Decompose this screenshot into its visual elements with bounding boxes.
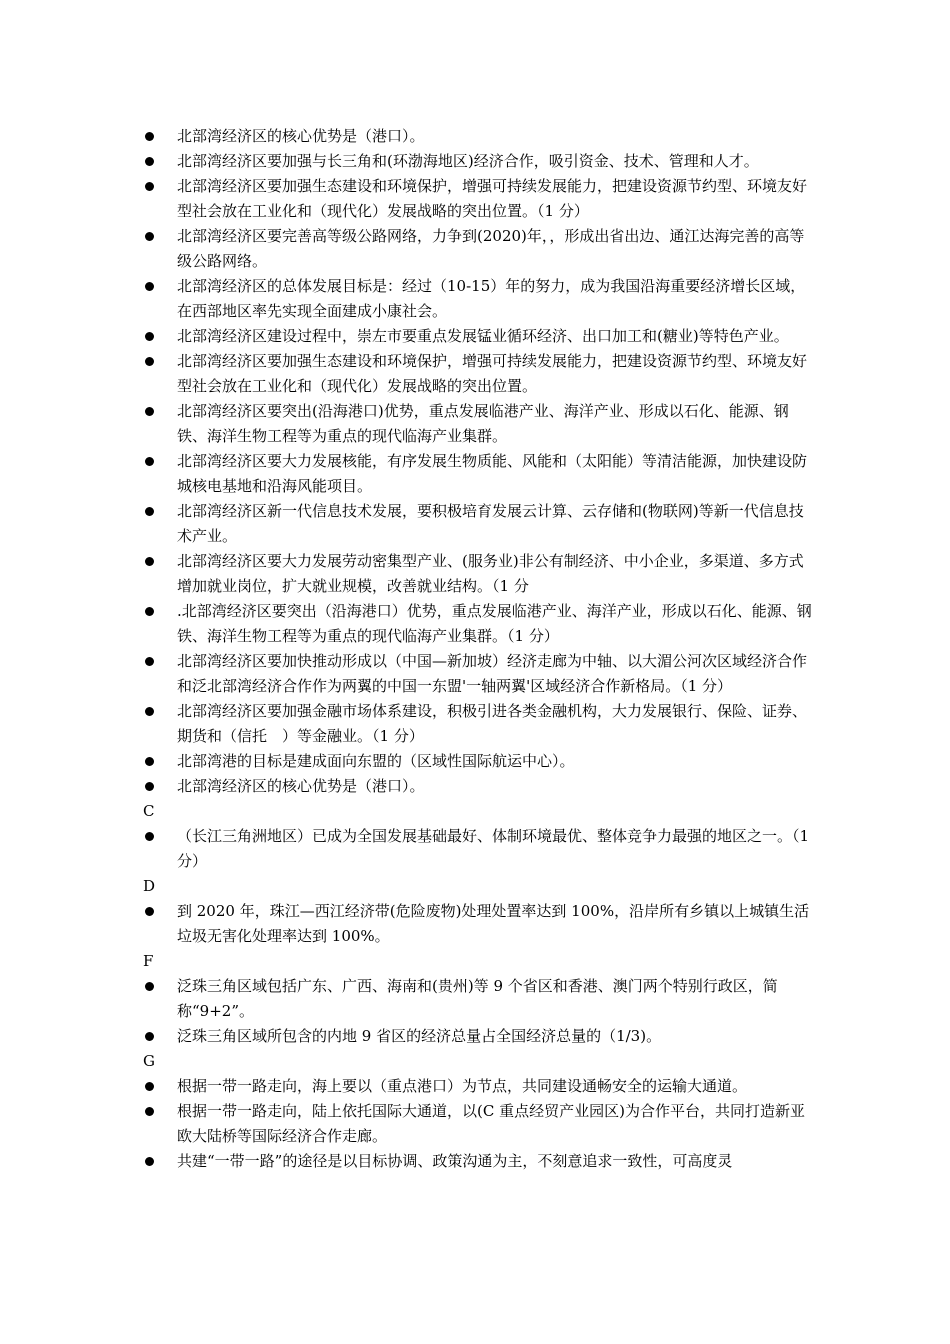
list-item-text: 北部湾经济区要加强金融市场体系建设，积极引进各类金融机构，大力发展银行、保险、证券、期货和（信托 ）等金融业。（1 分） [177, 702, 808, 745]
list-item-text: 北部湾经济区建设过程中，崇左市要重点发展锰业循环经济、出口加工和(糖业)等特色产业。 [177, 327, 789, 345]
list-item [143, 449, 813, 499]
list-item [143, 699, 813, 749]
list-item [143, 899, 813, 949]
bullet-icon [145, 707, 154, 716]
list-item [143, 499, 813, 549]
bullet-icon [145, 757, 154, 766]
list-item-text: 北部湾经济区要加快推动形成以（中国—新加坡）经济走廊为中轴、以大湄公河次区域经济合作和泛北部湾经济合作作为两翼的中国一东盟'一轴两翼'区域经济合作新格局。（1 分） [177, 652, 808, 695]
list-item-text: 北部湾经济区要加强生态建设和环境保护，增强可持续发展能力，把建设资源节约型、环境友好型社会放在工业化和（现代化）发展战略的突出位置。（1 分） [177, 177, 808, 220]
bullet-icon [145, 557, 154, 566]
list-item-text: 共建“一带一路”的途径是以目标协调、政策沟通为主，不刻意追求一致性，可高度灵 [177, 1152, 733, 1170]
list-item-text: 泛珠三角区域包括广东、广西、海南和(贵州)等 9 个省区和香港、澳门两个特别行政区，简称“9+2”。 [177, 977, 778, 1020]
list-item [143, 124, 813, 149]
bullet-icon [145, 782, 154, 791]
bullet-icon [145, 982, 154, 991]
list-item [143, 549, 813, 599]
list-item [143, 399, 813, 449]
bullet-icon [145, 357, 154, 366]
bullet-icon [145, 1157, 154, 1166]
bullet-icon [145, 182, 154, 191]
list-item [143, 324, 813, 349]
list-item [143, 824, 813, 874]
list-item [143, 274, 813, 324]
list-item [143, 1074, 813, 1099]
section-letter [143, 1049, 813, 1074]
bullet-icon [145, 157, 154, 166]
list-item-text: 北部湾经济区要大力发展核能，有序发展生物质能、风能和（太阳能）等清洁能源，加快建设防城核电基地和沿海风能项目。 [177, 452, 808, 495]
bullet-icon [145, 657, 154, 666]
list-item-text: 到 2020 年，珠江—西江经济带(危险废物)处理处置率达到 100%，沿岸所有乡镇以上城镇生活垃圾无害化处理率达到 100%。 [177, 902, 810, 945]
bullet-icon [145, 1032, 154, 1041]
list-item [143, 649, 813, 699]
list-item [143, 174, 813, 224]
list-item-text: .北部湾经济区要突出（沿海港口）优势，重点发展临港产业、海洋产业，形成以石化、能源、钢铁、海洋生物工程等为重点的现代临海产业集群。（1 分） [177, 602, 812, 645]
list-item-text: 北部湾港的目标是建成面向东盟的（区域性国际航运中心）。 [177, 752, 575, 770]
list-item-text: 泛珠三角区域所包含的内地 9 省区的经济总量占全国经济总量的（1/3)。 [177, 1027, 662, 1045]
list-item [143, 749, 813, 774]
list-item [143, 1149, 813, 1174]
list-item [143, 1099, 813, 1149]
bullet-icon [145, 607, 154, 616]
list-item [143, 224, 813, 274]
list-item-text: （长江三角洲地区）已成为全国发展基础最好、体制环境最优、整体竞争力最强的地区之一。（1 分） [177, 827, 810, 870]
bullet-icon [145, 407, 154, 416]
bullet-icon [145, 507, 154, 516]
section-letter-text: C [143, 802, 155, 820]
section-letter [143, 949, 813, 974]
list-item [143, 1024, 813, 1049]
section-letter-text: G [143, 1052, 155, 1070]
list-item [143, 599, 813, 649]
list-item-text: 北部湾经济区要加强与长三角和(环渤海地区)经济合作，吸引资金、技术、管理和人才。 [177, 152, 759, 170]
list-item [143, 349, 813, 399]
bullet-icon [145, 1082, 154, 1091]
bullet-icon [145, 907, 154, 916]
list-item-text: 北部湾经济区的总体发展目标是：经过（10-15）年的努力，成为我国沿海重要经济增长区域，在西部地区率先实现全面建成小康社会。 [177, 277, 806, 320]
list-item-text: 北部湾经济区要完善高等级公路网络，力争到(2020)年，，形成出省出边、通江达海完善的高等级公路网络。 [177, 227, 805, 270]
list-item-text: 北部湾经济区要加强生态建设和环境保护，增强可持续发展能力，把建设资源节约型、环境友好型社会放在工业化和（现代化）发展战略的突出位置。 [177, 352, 808, 395]
list-item [143, 774, 813, 799]
section-letter-text: D [143, 877, 156, 895]
list-item-text: 根据一带一路走向，陆上依托国际大通道，以(C 重点经贸产业园区)为合作平台，共同打造新亚欧大陆桥等国际经济合作走廊。 [177, 1102, 805, 1145]
bullet-icon [145, 332, 154, 341]
list-item-text: 北部湾经济区新一代信息技术发展，要积极培育发展云计算、云存储和(物联网)等新一代信息技术产业。 [177, 502, 804, 545]
bullet-list [143, 124, 813, 1174]
bullet-icon [145, 832, 154, 841]
list-item [143, 974, 813, 1024]
list-item [143, 149, 813, 174]
bullet-icon [145, 232, 154, 241]
section-letter [143, 874, 813, 899]
bullet-icon [145, 132, 154, 141]
list-item-text: 北部湾经济区要大力发展劳动密集型产业、(服务业)非公有制经济、中小企业，多渠道、多方式增加就业岗位，扩大就业规模，改善就业结构。（1 分 [177, 552, 804, 595]
list-item-text: 北部湾经济区的核心优势是（港口）。 [177, 127, 425, 145]
bullet-icon [145, 457, 154, 466]
bullet-icon [145, 1107, 154, 1116]
list-item-text: 北部湾经济区要突出(沿海港口)优势，重点发展临港产业、海洋产业、形成以石化、能源、钢铁、海洋生物工程等为重点的现代临海产业集群。 [177, 402, 789, 445]
list-item-text: 北部湾经济区的核心优势是（港口）。 [177, 777, 425, 795]
bullet-icon [145, 282, 154, 291]
section-letter [143, 799, 813, 824]
list-item-text: 根据一带一路走向，海上要以（重点港口）为节点，共同建设通畅安全的运输大通道。 [177, 1077, 748, 1095]
section-letter-text: F [143, 952, 154, 970]
